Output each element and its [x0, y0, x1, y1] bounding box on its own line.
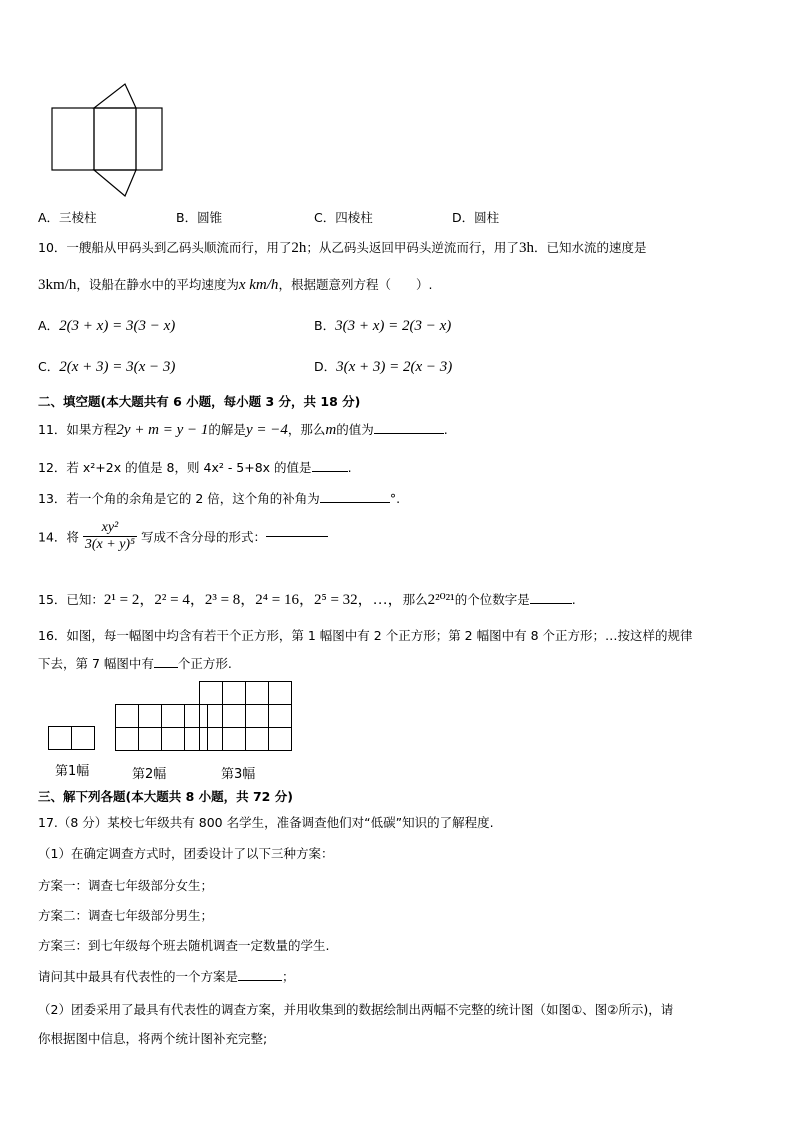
q10-option-d-expr: 3(x + 3) = 2(x − 3) [336, 359, 453, 375]
q11-solution: y = −4 [245, 422, 288, 438]
q15-text-a: 15．已知： [38, 592, 104, 607]
q16-answer-blank[interactable] [154, 667, 178, 668]
q11 [38, 420, 448, 439]
q14-fraction [83, 520, 137, 553]
q15-sequence: 2¹ = 2，2² = 4，2³ = 8，2⁴ = 16，2⁵ = 32，…， [103, 592, 403, 608]
q17-question-end: ； [282, 969, 295, 984]
q11-text-d: 的值为 [336, 422, 374, 437]
q10-text-e: ，根据题意列方程（ ）. [278, 277, 433, 292]
q10-time1: 2h [291, 240, 307, 256]
q10-text-c: ．已知水流的速度是 [533, 240, 647, 255]
q9-option-c: C．四棱柱 [314, 210, 373, 225]
q10-text-d: ，设船在静水中的平均速度为 [76, 277, 239, 292]
q14-text-b: 写成不含分母的形式： [140, 529, 266, 545]
q17-question-text: 请问其中最具有代表性的一个方案是 [38, 969, 239, 984]
q16-line2 [38, 654, 232, 672]
q10-time2: 3h [518, 240, 534, 256]
q10-option-b [314, 316, 451, 335]
q10-option-c-expr: 2(x + 3) = 3(x − 3) [59, 359, 176, 375]
q14-answer-blank[interactable] [266, 536, 328, 537]
q13 [38, 489, 400, 507]
net-triangle-bottom [94, 170, 136, 196]
q11-text-b: 的解是 [208, 422, 246, 437]
q16-figure-3 [199, 681, 292, 751]
q17-question [38, 967, 295, 985]
q16-caption-1: 第1幅 [55, 764, 90, 779]
q10-option-b-expr: 3(3 + x) = 2(3 − x) [335, 318, 452, 334]
q13-text: 13．若一个角的余角是它的 2 倍，这个角的补角为 [38, 491, 320, 506]
q16-figure-2 [115, 704, 208, 751]
q10-speed: 3km/h [38, 277, 77, 293]
q14-text-a: 14．将 [38, 529, 79, 545]
q9-option-a: A．三棱柱 [38, 210, 97, 225]
q14-denominator: 3(x + y)⁵ [84, 537, 135, 552]
q12-answer-blank[interactable] [312, 471, 348, 472]
q10-text-a: 10．一艘船从甲码头到乙码头顺流而行，用了 [38, 240, 292, 255]
q17-part1: （1）在确定调查方式时，团委设计了以下三种方案： [38, 846, 334, 861]
section-fill-in-heading: 二、填空题(本大题共有 6 小题，每小题 3 分，共 18 分) [38, 394, 361, 409]
q11-period: . [443, 422, 448, 437]
q10-line1 [38, 238, 646, 257]
q15-power: 2²⁰²¹ [427, 592, 455, 608]
q12 [38, 458, 352, 476]
q10-option-a-label: A． [38, 318, 60, 333]
q16-caption-3: 第3幅 [221, 767, 256, 782]
q12-period: . [347, 460, 352, 475]
q16-text-a: 下去，第 7 幅图中有 [38, 656, 154, 671]
q16-text-b: 个正方形. [177, 656, 232, 671]
q13-answer-blank[interactable] [320, 502, 390, 503]
net-triangle-top [94, 84, 136, 108]
prism-net-figure [50, 82, 170, 200]
q17-plan3: 方案三：到七年级每个班去随机调查一定数量的学生. [38, 938, 330, 953]
q10-option-a-expr: 2(3 + x) = 3(3 − x) [59, 318, 176, 334]
q10-option-a [38, 316, 175, 335]
q11-text-c: ，那么 [287, 422, 326, 437]
section-solve-heading: 三、解下列各题(本大题共 8 小题，共 72 分) [38, 789, 293, 804]
q11-text-a: 11．如果方程 [38, 422, 117, 437]
q10-option-d-label: D． [314, 359, 337, 374]
q16-line1: 16．如图，每一幅图中均含有若干个正方形，第 1 幅图中有 2 个正方形；第 2 幅图中有 8 个正方形；…按这样的规律 [38, 628, 693, 643]
q9-option-b: B．圆锥 [176, 210, 223, 225]
q12-text: 12．若 x²+2x 的值是 8，则 4x² ‐ 5+8x 的值是 [38, 460, 312, 475]
q17-part2-line1: （2）团委采用了最具有代表性的调查方案，并用收集到的数据绘制出两幅不完整的统计图（如图①、图②所示)，请 [38, 1002, 674, 1017]
q11-variable-m: m [325, 422, 337, 438]
net-rect-middle [94, 108, 136, 170]
q17-part2-line2: 你根据图中信息，将两个统计图补充完整; [38, 1031, 268, 1046]
q16-caption-2: 第2幅 [132, 767, 167, 782]
q17-answer-blank[interactable] [238, 980, 282, 981]
q10-line2 [38, 275, 432, 294]
q15-text-c: 的个位数字是 [454, 592, 530, 607]
q15-text-b: 那么 [402, 592, 428, 607]
net-rect-right [136, 108, 162, 170]
q11-answer-blank[interactable] [374, 433, 444, 434]
q17-plan1: 方案一：调查七年级部分女生； [38, 878, 214, 893]
q10-text-b: ；从乙码头返回甲码头逆流而行，用了 [306, 240, 519, 255]
q14 [38, 520, 328, 553]
q10-option-c-label: C． [38, 359, 60, 374]
q17-title: 17.（8 分）某校七年级共有 800 名学生，准备调查他们对“低碳”知识的了解程度. [38, 815, 494, 830]
q16-figure-1 [48, 726, 95, 750]
q15 [38, 588, 576, 609]
q17-plan2: 方案二：调查七年级部分男生； [38, 908, 214, 923]
q10-option-d [314, 357, 452, 376]
q11-equation: 2y + m = y − 1 [116, 422, 209, 438]
q14-numerator: xy² [83, 520, 137, 537]
q10-option-c [38, 357, 175, 376]
q13-degree: °. [389, 491, 401, 506]
q10-option-b-label: B． [314, 318, 336, 333]
q15-answer-blank[interactable] [530, 603, 572, 604]
q9-option-d: D．圆柱 [452, 210, 500, 225]
net-rect-left [52, 108, 94, 170]
q10-variable: x km/h [238, 277, 279, 293]
q15-period: . [571, 592, 576, 607]
